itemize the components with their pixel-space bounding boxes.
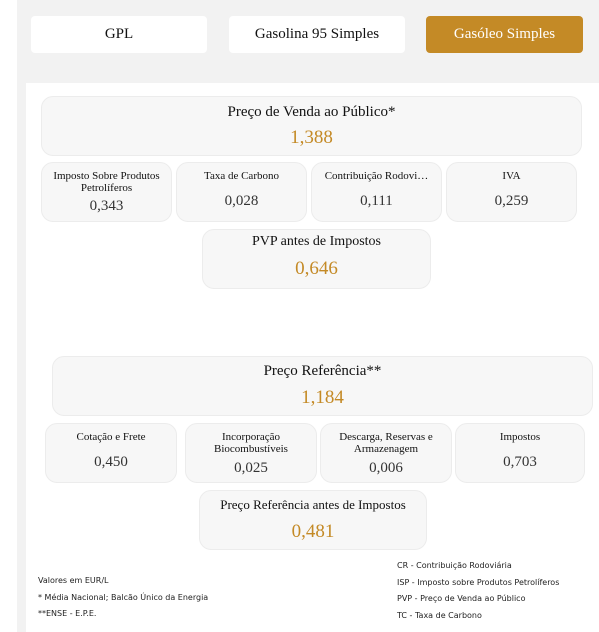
ref-before-tax-value: 0,481: [291, 521, 335, 542]
ref-before-tax-label: Preço Referência antes de Impostos: [220, 497, 406, 512]
component-value: 0,111: [360, 193, 393, 209]
ref-component-value: 0,006: [369, 460, 403, 476]
ref-component-biocombustiveis-box: [185, 423, 317, 483]
legend-tc: TC - Taxa de Carbono: [397, 610, 482, 620]
reference-price-value: 1,184: [301, 387, 344, 408]
component-isp-box: [41, 162, 172, 222]
footer-notes: [38, 573, 208, 623]
component-label: Taxa de Carbono: [204, 170, 279, 182]
note-ense: **ENSE - E.P.E.: [38, 609, 97, 618]
component-cr-box: [311, 162, 442, 222]
ref-component-value: 0,703: [503, 454, 537, 470]
legend-cr: CR - Contribuição Rodoviária: [397, 561, 512, 570]
note-units: Valores em EUR/L: [38, 576, 109, 585]
component-value: 0,028: [224, 193, 259, 209]
ref-component-label: Cotação e Frete: [76, 431, 146, 443]
ref-component-label: Descarga, Reservas e Armazenagem: [339, 431, 433, 455]
ref-component-label: Incorporação Biocombustíveis: [214, 431, 288, 455]
tab-gpl[interactable]: GPL: [31, 16, 207, 53]
reference-price-label: Preço Referência**: [263, 363, 382, 379]
ref-component-cotacao-box: [45, 423, 177, 483]
pvp-box: [41, 96, 582, 156]
ref-component-impostos-box: [455, 423, 585, 483]
component-iva-box: [446, 162, 577, 222]
pvp-value: 1,388: [290, 127, 333, 148]
component-label: IVA: [502, 170, 521, 182]
component-value: 0,259: [494, 193, 529, 209]
note-source: * Média Nacional; Balcão Único da Energia: [38, 592, 209, 602]
component-label: Contribuição Rodovi…: [324, 170, 429, 182]
pvp-label: Preço de Venda ao Público*: [227, 104, 396, 120]
legend-isp: ISP - Imposto sobre Produtos Petrolíferos: [397, 577, 560, 587]
component-label: Imposto Sobre Produtos Petrolíferos: [53, 170, 160, 194]
ref-before-tax-box: [199, 490, 427, 550]
component-tc-box: [176, 162, 307, 222]
footer-legend: [397, 558, 559, 624]
component-value: 0,343: [89, 198, 124, 214]
pvp-before-tax-label: PVP antes de Impostos: [252, 234, 381, 249]
legend-pvp: PVP - Preço de Venda ao Público: [397, 594, 526, 603]
pvp-before-tax-value: 0,646: [295, 258, 338, 279]
ref-component-label: Impostos: [499, 431, 541, 443]
ref-component-value: 0,025: [234, 460, 268, 476]
ref-component-descarga-box: [320, 423, 452, 483]
pvp-before-tax-box: [202, 229, 431, 289]
reference-price-box: [52, 356, 593, 416]
tab-gasolina-95-simples[interactable]: Gasolina 95 Simples: [229, 16, 405, 53]
ref-component-value: 0,450: [94, 454, 128, 470]
tab-gasoleo-simples[interactable]: Gasóleo Simples: [426, 16, 583, 53]
